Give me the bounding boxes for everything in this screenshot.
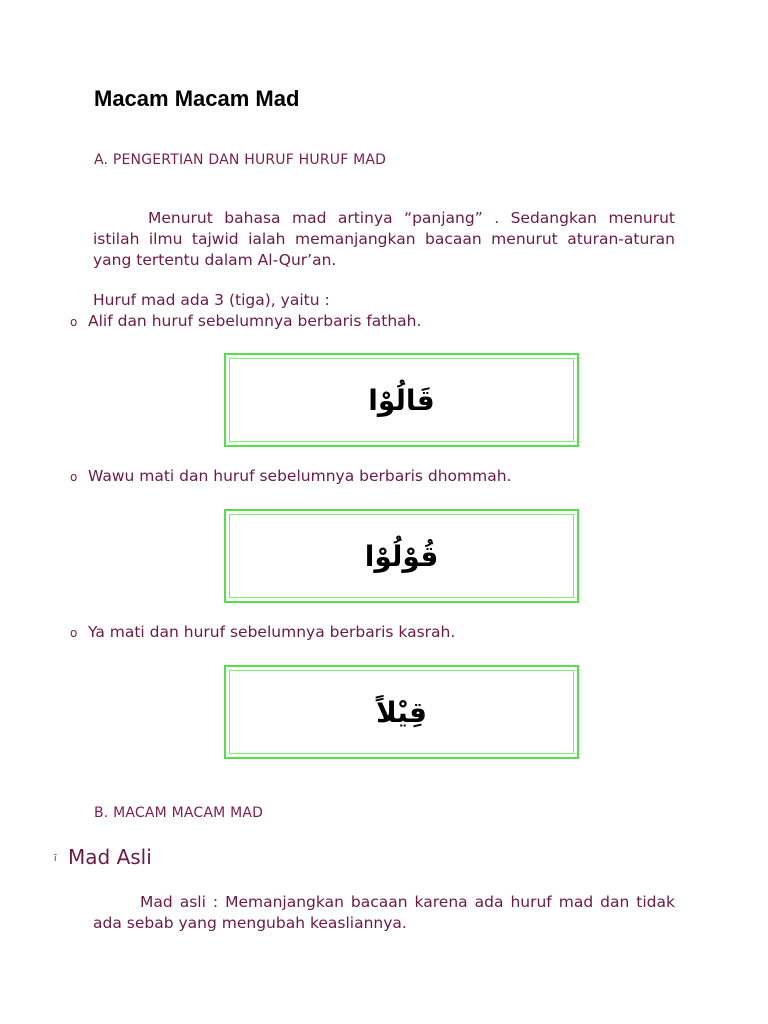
definition-paragraph: Menurut bahasa mad artinya “panjang” . Sedangkan menurut istilah ilmu tajwid ialah memanjangkan bacaan menurut aturan-aturan yang tertentu dalam Al-Qur’an. bbox=[93, 209, 675, 269]
list-item bbox=[70, 312, 421, 330]
list-item-text: Alif dan huruf sebelumnya berbaris fathah. bbox=[88, 312, 422, 330]
list-item-text: Wawu mati dan huruf sebelumnya berbaris dhommah. bbox=[88, 467, 512, 485]
section-b-heading: B. MACAM MACAM MAD bbox=[94, 805, 264, 821]
arabic-example-box bbox=[224, 353, 579, 447]
list-item-text: Ya mati dan huruf sebelumnya berbaris kasrah. bbox=[88, 623, 456, 641]
list-item bbox=[70, 623, 455, 641]
mad-asli-title: Mad Asli bbox=[68, 845, 152, 869]
mad-asli-heading bbox=[54, 845, 152, 869]
arabic-example-box bbox=[224, 665, 579, 759]
huruf-mad-intro: Huruf mad ada 3 (tiga), yaitu : bbox=[93, 291, 330, 309]
bullet-icon: o bbox=[70, 626, 78, 640]
section-a-heading: A. PENGERTIAN DAN HURUF HURUF MAD bbox=[94, 152, 387, 168]
arabic-example-box bbox=[224, 509, 579, 603]
page-title: Macam Macam Mad bbox=[94, 86, 300, 111]
bullet-icon: o bbox=[70, 315, 78, 329]
arabic-example: قُوْلُوْا bbox=[364, 539, 439, 573]
bullet-icon: o bbox=[70, 470, 78, 484]
heading-bullet-icon: ĩ bbox=[54, 853, 57, 864]
mad-asli-paragraph: Mad asli : Memanjangkan bacaan karena ada huruf mad dan tidak ada sebab yang mengubah keasliannya. bbox=[93, 893, 675, 932]
arabic-example: قِيْلاً bbox=[375, 695, 428, 729]
list-item bbox=[70, 467, 511, 485]
arabic-example: قَالُوْا bbox=[368, 383, 435, 417]
